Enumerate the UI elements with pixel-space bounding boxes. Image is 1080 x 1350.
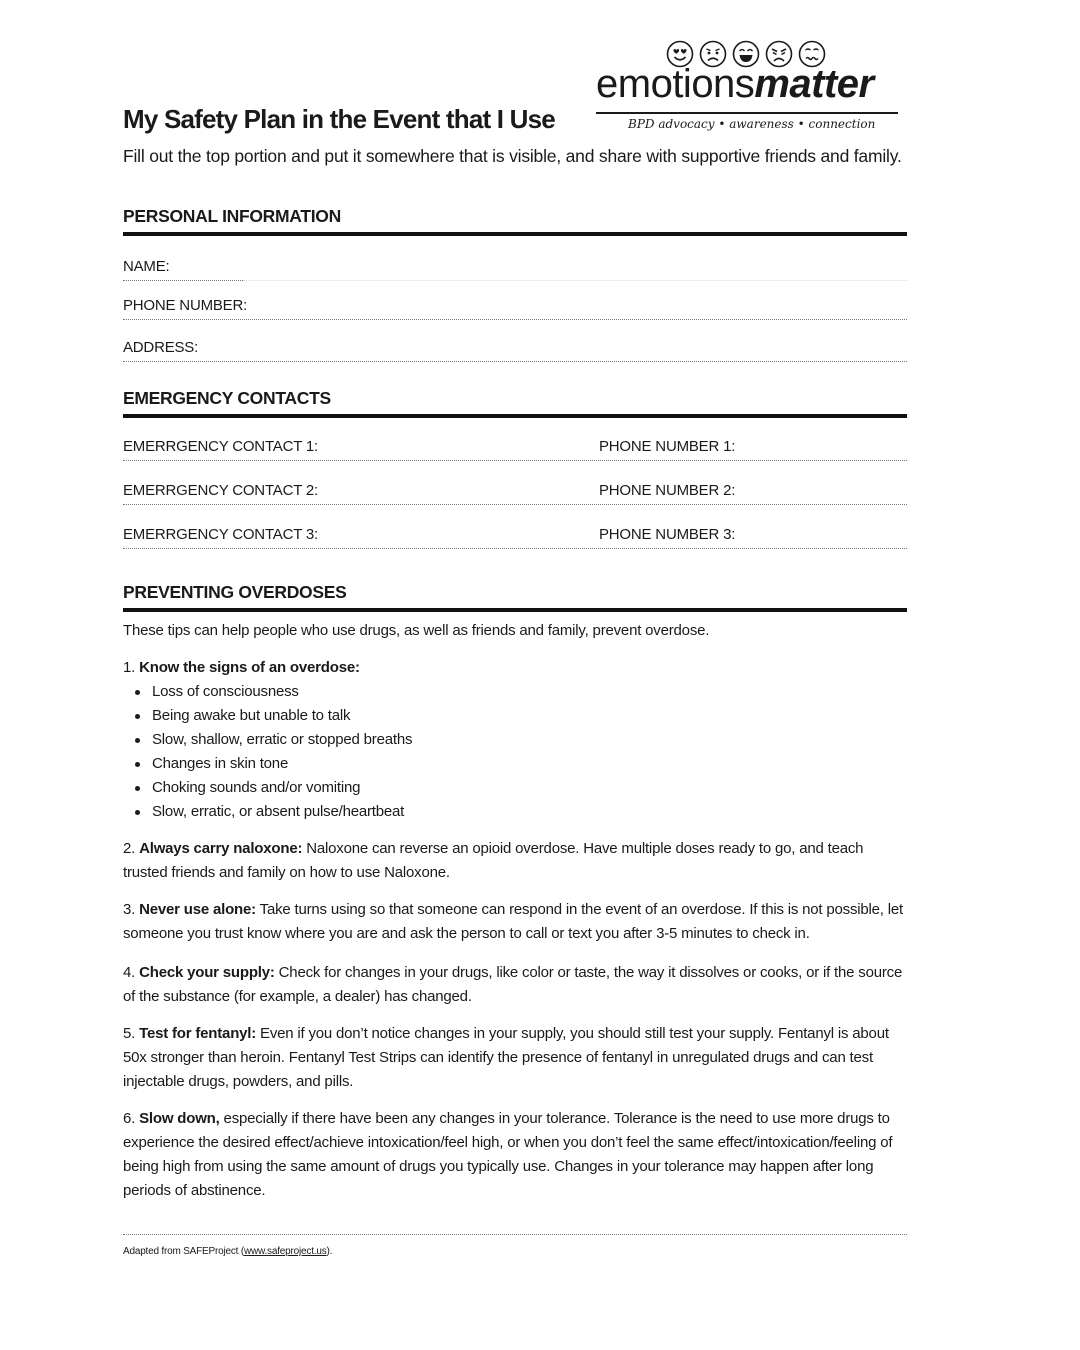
name-label: NAME: — [123, 258, 170, 275]
list-item: Loss of consciousness — [123, 680, 412, 704]
footer-prefix: Adapted from SAFEProject ( — [123, 1246, 244, 1257]
emergency-contact-row-2[interactable] — [123, 482, 907, 505]
section-heading-overdose: PREVENTING OVERDOSES — [123, 582, 907, 612]
tip-5-text: Even if you don’t notice changes in your supply, you should still test your supply. Fentanyl is about 50x stronger than heroin. Fentanyl Test Strips can identify the presence of fentanyl in unregulated drugs and can test injectable drugs, powders, and pills. — [123, 1025, 889, 1090]
emergency-contact-2-label: EMERRGENCY CONTACT 2: — [123, 482, 318, 499]
tip-5 — [123, 1022, 907, 1094]
address-label: ADDRESS: — [123, 339, 199, 356]
logo-divider — [596, 112, 898, 114]
tip-4-title: Check your supply: — [139, 964, 275, 981]
tip-2-title: Always carry naloxone: — [139, 840, 303, 857]
section-heading-personal: PERSONAL INFORMATION — [123, 206, 907, 236]
tip-6 — [123, 1107, 907, 1203]
tip-2 — [123, 837, 907, 885]
list-item: Being awake but unable to talk — [123, 704, 412, 728]
list-item: Slow, erratic, or absent pulse/heartbeat — [123, 800, 412, 824]
logo-wordmark — [596, 64, 874, 104]
emergency-contact-3-label: EMERRGENCY CONTACT 3: — [123, 526, 318, 543]
footer-attribution — [123, 1246, 332, 1257]
emergency-phone-2-label: PHONE NUMBER 2: — [599, 482, 736, 499]
page-title: My Safety Plan in the Event that I Use — [123, 104, 555, 134]
tip-4 — [123, 961, 907, 1009]
name-field[interactable] — [123, 258, 243, 281]
tip-2-number: 2. — [123, 840, 136, 857]
emotions-matter-logo — [592, 40, 902, 140]
phone-number-label: PHONE NUMBER: — [123, 297, 248, 314]
emergency-phone-3-label: PHONE NUMBER 3: — [599, 526, 736, 543]
safeproject-link[interactable]: www.safeproject.us — [243, 1246, 327, 1257]
tip-4-number: 4. — [123, 964, 136, 981]
tip-3-title: Never use alone: — [139, 901, 256, 918]
tip-1-number: 1. — [123, 659, 136, 676]
tip-1 — [123, 656, 907, 680]
name-line-extension — [243, 280, 907, 281]
overdose-lead-text: These tips can help people who use drugs, as well as friends and family, prevent overdose. — [123, 622, 710, 639]
list-item: Choking sounds and/or vomiting — [123, 776, 412, 800]
logo-word-emotions: emotions — [596, 62, 755, 106]
list-item: Slow, shallow, erratic or stopped breaths — [123, 728, 412, 752]
section-heading-emergency: EMERGENCY CONTACTS — [123, 388, 907, 418]
emergency-phone-1-label: PHONE NUMBER 1: — [599, 438, 736, 455]
tip-3 — [123, 898, 907, 946]
phone-number-field[interactable] — [123, 297, 907, 320]
tip-3-number: 3. — [123, 901, 136, 918]
logo-word-matter: matter — [754, 62, 874, 106]
emergency-contact-1-label: EMERRGENCY CONTACT 1: — [123, 438, 318, 455]
intro-text: Fill out the top portion and put it somewhere that is visible, and share with supportive friends and family. — [123, 146, 902, 166]
tip-4-text: Check for changes in your drugs, like color or taste, the way it dissolves or cooks, or if the source of the substance (for example, a dealer) has changed. — [123, 964, 903, 1005]
footer-divider — [123, 1234, 907, 1235]
footer-suffix: ). — [326, 1246, 333, 1257]
list-item: Changes in skin tone — [123, 752, 412, 776]
logo-tagline: BPD advocacy • awareness • connection — [628, 117, 876, 131]
emergency-contact-row-1[interactable] — [123, 438, 907, 461]
tip-1-title: Know the signs of an overdose: — [139, 659, 360, 676]
tip-5-number: 5. — [123, 1025, 136, 1042]
tip-6-text: especially if there have been any changes in your tolerance. Tolerance is the need to use more drugs to experience the desired effect/achieve intoxication/feel high, or when you don’t feel the same effect/intoxication/feeling of being high from using the same amount of drugs you typically use. Changes in your tolerance may happen after long periods of abstinence. — [123, 1110, 893, 1199]
tip-6-number: 6. — [123, 1110, 136, 1127]
emergency-contact-row-3[interactable] — [123, 526, 907, 549]
tip-2-text: Naloxone can reverse an opioid overdose. Have multiple doses ready to go, and teach trusted friends and family on how to use Naloxone. — [123, 840, 864, 881]
tip-6-title: Slow down, — [139, 1110, 220, 1127]
address-field[interactable] — [123, 339, 907, 362]
overdose-signs-list — [123, 680, 412, 824]
tip-5-title: Test for fentanyl: — [139, 1025, 257, 1042]
tip-3-text: Take turns using so that someone can respond in the event of an overdose. If this is not possible, let someone you trust know where you are and ask the person to call or text you after 3-5 minutes to check in. — [123, 901, 903, 942]
